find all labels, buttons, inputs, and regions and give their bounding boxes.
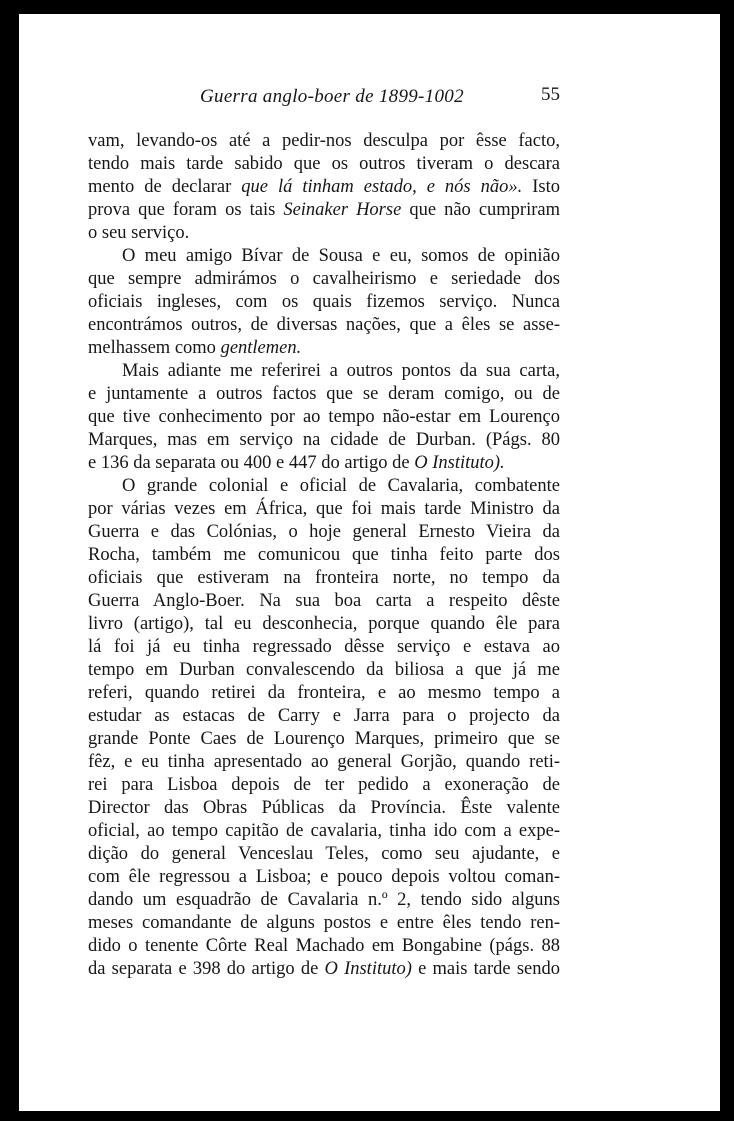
text-run: com êle regressou a Lisboa; e pouco depois voltou coman-: [88, 867, 560, 887]
text-line: [88, 498, 560, 521]
text-run: Guerra Anglo-Boer. Na sua boa carta a respeito dêste: [88, 591, 560, 611]
text-line: [88, 843, 560, 866]
text-run: estudar as estacas de Carry e Jarra para o projecto da: [88, 706, 560, 726]
text-run: mento de declarar: [88, 177, 242, 197]
text-run: dido o tenente Côrte Real Machado em Bongabine (págs. 88: [88, 936, 560, 956]
text-run: e mais tarde sendo: [411, 959, 560, 979]
text-run: vam, levando-os até a pedir-nos desculpa por êsse facto,: [88, 131, 560, 151]
text-line: [88, 337, 560, 360]
text-line: [88, 475, 560, 498]
text-line: [88, 659, 560, 682]
text-run: e juntamente a outros factos que se deram comigo, ou de: [88, 384, 560, 404]
text-line: [88, 291, 560, 314]
text-run: oficiais ingleses, com os quais fizemos serviço. Nunca: [88, 292, 560, 312]
text-line: [88, 360, 560, 383]
text-run: livro (artigo), tal eu desconhecia, porque quando êle para: [88, 614, 560, 634]
text-run: e 136 da separata ou 400 e 447 do artigo de: [88, 453, 415, 473]
body-text: [88, 130, 560, 981]
text-run: fêz, e eu tinha apresentado ao general Gorjão, quando reti-: [88, 752, 560, 772]
text-line: [88, 245, 560, 268]
text-run: dando um esquadrão de Cavalaria n.º 2, tendo sido alguns: [88, 890, 560, 910]
text-line: [88, 728, 560, 751]
text-line: [88, 820, 560, 843]
text-run: oficial, ao tempo capitão de cavalaria, tinha ido com a expe-: [88, 821, 560, 841]
text-line: [88, 866, 560, 889]
italic-run: que lá tinham estado, e nós não».: [241, 177, 523, 197]
text-line: [88, 406, 560, 429]
text-line: [88, 797, 560, 820]
text-line: [88, 935, 560, 958]
text-run: rei para Lisboa depois de ter pedido a exoneração de: [88, 775, 560, 795]
italic-run: gentlemen.: [220, 338, 302, 358]
text-line: [88, 130, 560, 153]
text-line: [88, 636, 560, 659]
text-run: por várias vezes em África, que foi mais tarde Ministro da: [88, 499, 560, 519]
text-run: Rocha, também me comunicou que tinha feito parte dos: [88, 545, 560, 565]
text-run: O grande colonial e oficial de Cavalaria, combatente: [122, 476, 560, 496]
text-line: [88, 521, 560, 544]
text-line: [88, 912, 560, 935]
text-line: [88, 176, 560, 199]
text-line: [88, 590, 560, 613]
text-run: que não cumpriram: [401, 200, 560, 220]
text-run: dição do general Venceslau Teles, como seu ajudante, e: [88, 844, 560, 864]
text-line: [88, 199, 560, 222]
text-run: grande Ponte Caes de Lourenço Marques, primeiro que se: [88, 729, 560, 749]
text-run: O meu amigo Bívar de Sousa e eu, somos de opinião: [122, 246, 560, 266]
running-title: Guerra anglo-boer de 1899-1002: [200, 86, 464, 107]
text-run: meses comandante de alguns postos e entre êles tendo ren-: [88, 913, 560, 933]
text-line: [88, 613, 560, 636]
text-line: [88, 774, 560, 797]
italic-run: Seinaker Horse: [283, 200, 402, 220]
text-run: encontrámos outros, de diversas nações, que a êles se asse-: [88, 315, 560, 335]
text-run: Mais adiante me referirei a outros pontos da sua carta,: [122, 361, 560, 381]
text-run: tempo em Durban convalescendo da biliosa a que já me: [88, 660, 560, 680]
text-line: [88, 889, 560, 912]
text-line: [88, 958, 560, 981]
text-run: que sempre admirámos o cavalheirismo e seriedade dos: [88, 269, 560, 289]
text-run: Marques, mas em serviço na cidade de Durban. (Págs. 80: [88, 430, 560, 450]
text-run: tendo mais tarde sabido que os outros tiveram o descara: [88, 154, 560, 174]
text-line: [88, 452, 560, 475]
text-line: [88, 222, 560, 245]
text-line: [88, 567, 560, 590]
text-run: referi, quando retirei da fronteira, e ao mesmo tempo a: [88, 683, 560, 703]
text-line: [88, 383, 560, 406]
text-line: [88, 314, 560, 337]
italic-run: O Instituto).: [414, 453, 505, 473]
text-run: da separata e 398 do artigo de: [88, 959, 325, 979]
italic-run: O Instituto): [324, 959, 412, 979]
text-run: prova que foram os tais: [88, 200, 284, 220]
text-line: [88, 429, 560, 452]
text-run: oficiais que estiveram na fronteira norte, no tempo da: [88, 568, 560, 588]
text-run: lá foi já eu tinha regressado dêsse serviço e estava ao: [88, 637, 560, 657]
text-line: [88, 705, 560, 728]
text-line: [88, 751, 560, 774]
running-header: [200, 86, 560, 112]
text-run: Guerra e das Colónias, o hoje general Ernesto Vieira da: [88, 522, 560, 542]
text-run: o seu serviço.: [88, 223, 190, 243]
page-number: 55: [541, 84, 560, 105]
text-line: [88, 682, 560, 705]
text-line: [88, 544, 560, 567]
text-line: [88, 153, 560, 176]
text-run: que tive conhecimento por ao tempo não-estar em Lourenço: [88, 407, 560, 427]
text-line: [88, 268, 560, 291]
text-run: Isto: [522, 177, 561, 197]
text-run: Director das Obras Públicas da Província. Êste valente: [88, 798, 560, 818]
text-run: melhassem como: [88, 338, 221, 358]
